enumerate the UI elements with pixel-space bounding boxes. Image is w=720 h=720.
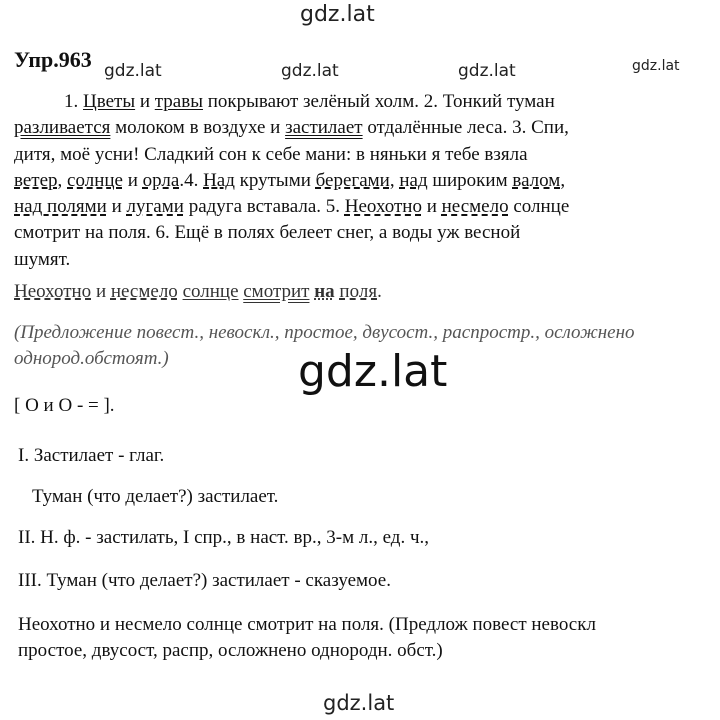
analysis-step-2: II. Н. ф. - застилать, I спр., в наст. вр., 3-м л., ед. ч., bbox=[18, 527, 430, 548]
conjunction-word: и bbox=[95, 281, 107, 302]
text-fragment: , bbox=[560, 169, 566, 191]
text-line-1 bbox=[14, 89, 614, 115]
analysis-step-3: III. Туман (что делает?) застилает - сказуемое. bbox=[18, 570, 391, 591]
circumstance-word: Неохотно bbox=[14, 281, 92, 302]
circumstance-word: лугами bbox=[126, 196, 184, 218]
sentence-characteristic bbox=[14, 320, 654, 372]
subject-word: Цветы bbox=[83, 91, 136, 112]
text-line-6 bbox=[14, 220, 614, 246]
text-fragment: , bbox=[389, 169, 400, 191]
characteristic-line-2: однород.обстоят.) bbox=[14, 348, 169, 369]
text-fragment: покрывают зелёный холм. 2. Тонкий туман bbox=[202, 91, 555, 112]
circumstance-word: Над bbox=[203, 169, 235, 191]
circumstance-word: несмело bbox=[441, 196, 509, 218]
circumstance-word: над полями bbox=[14, 196, 107, 218]
subject-word: солнце bbox=[182, 281, 239, 302]
text-fragment: и bbox=[135, 91, 155, 112]
circumstance-word: Неохотно bbox=[344, 196, 422, 218]
watermark-row-3: gdz.lat bbox=[458, 61, 516, 81]
text-fragment: шумят. bbox=[14, 248, 71, 270]
text-line-5 bbox=[14, 194, 614, 220]
text-fragment: широким bbox=[427, 169, 513, 191]
text-fragment: крутыми bbox=[234, 169, 316, 191]
final-line-2: простое, двусост, распр, осложнено однородн. обст.) bbox=[18, 640, 443, 661]
circumstance-word: несмело bbox=[110, 281, 178, 302]
text-fragment: 1. bbox=[64, 91, 83, 112]
text-line-4 bbox=[14, 168, 614, 194]
analysis-step-1: I. Застилает - глаг. bbox=[18, 445, 165, 466]
analyzed-sentence bbox=[14, 281, 382, 303]
predicate-word: смотрит bbox=[243, 281, 310, 302]
watermark-bottom: gdz.lat bbox=[323, 691, 395, 715]
object-word: орла bbox=[142, 169, 180, 191]
text-fragment: отдалённые леса. 3. Спи, bbox=[362, 117, 569, 139]
watermark-row-1: gdz.lat bbox=[104, 61, 162, 81]
text-fragment: смотрит на поля. 6. Ещё в полях белеет снег, а воды уж весной bbox=[14, 222, 521, 244]
circumstance-word: берегами bbox=[315, 169, 390, 191]
circumstance-word: над bbox=[399, 169, 428, 191]
predicate-word: застилает bbox=[285, 117, 363, 139]
text-fragment: и bbox=[106, 196, 127, 218]
text-fragment: , bbox=[57, 169, 68, 191]
sentence-scheme: [ О и О - = ]. bbox=[14, 395, 115, 416]
text-fragment: молоком в воздухе и bbox=[110, 117, 286, 139]
subject-word: травы bbox=[154, 91, 203, 112]
final-line-1: Неохотно и несмело солнце смотрит на поля. (Предлож повест невоскл bbox=[18, 614, 596, 635]
text-fragment: и bbox=[421, 196, 442, 218]
characteristic-line-1: (Предложение повест., невоскл., простое, двусост., распростр., осложнено bbox=[14, 322, 635, 343]
watermark-top: gdz.lat bbox=[300, 2, 375, 27]
period: . bbox=[377, 281, 382, 302]
text-fragment: дитя, моё усни! Сладкий сон к себе мани: в няньки я тебе взяла bbox=[14, 143, 528, 165]
watermark-row-2: gdz.lat bbox=[281, 61, 339, 81]
predicate-word: разливается bbox=[14, 117, 111, 139]
text-line-2 bbox=[14, 115, 614, 141]
text-fragment: .4. bbox=[179, 169, 204, 191]
circumstance-word: поля bbox=[339, 281, 378, 302]
text-fragment: солнце bbox=[508, 196, 570, 218]
final-sentence bbox=[18, 612, 618, 664]
analysis-example: Туман (что делает?) застилает. bbox=[32, 486, 279, 507]
exercise-text bbox=[14, 89, 614, 273]
preposition-word: на bbox=[314, 281, 335, 302]
text-fragment: радуга вставала. 5. bbox=[183, 196, 345, 218]
object-word: ветер bbox=[14, 169, 58, 191]
text-line-3 bbox=[14, 142, 614, 168]
text-line-7 bbox=[14, 247, 614, 273]
watermark-row-4: gdz.lat bbox=[632, 58, 680, 74]
watermark-center: gdz.lat bbox=[298, 346, 448, 397]
object-word: солнце bbox=[67, 169, 123, 191]
text-fragment: и bbox=[122, 169, 143, 191]
exercise-title: Упр.963 bbox=[14, 47, 92, 72]
circumstance-word: валом bbox=[512, 169, 561, 191]
